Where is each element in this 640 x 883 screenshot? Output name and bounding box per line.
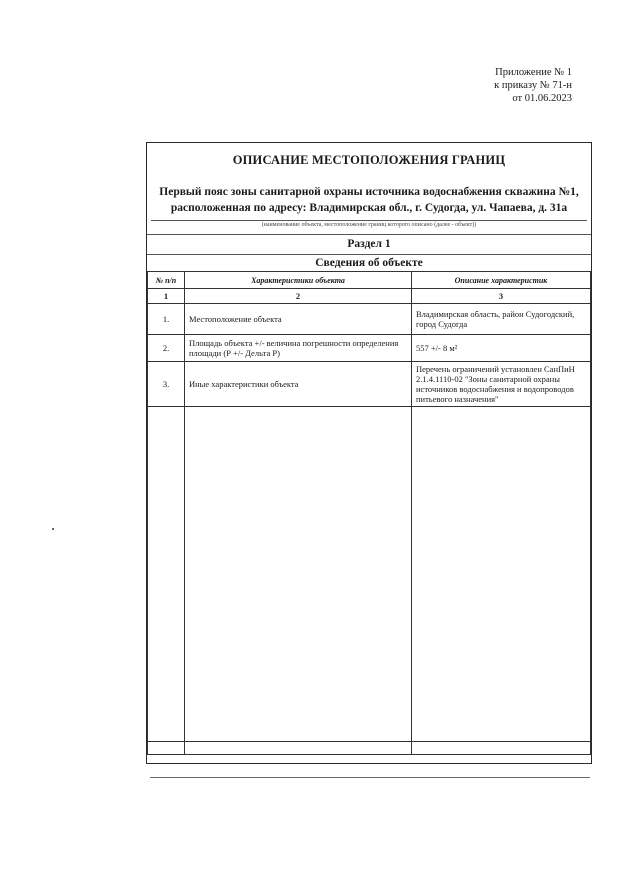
- empty-cell: [148, 407, 185, 742]
- object-note: (наименование объекта, местоположение границ которого описано (далее - объект)): [151, 220, 587, 228]
- section-title: Сведения об объекте: [147, 254, 591, 269]
- row-number: 2.: [148, 335, 185, 362]
- column-number: 3: [412, 289, 591, 304]
- empty-cell: [185, 407, 412, 742]
- column-number-row: [148, 289, 591, 304]
- document-title: ОПИСАНИЕ МЕСТОПОЛОЖЕНИЯ ГРАНИЦ: [232, 153, 506, 167]
- empty-cell: [185, 742, 412, 755]
- table-header-row: [148, 272, 591, 289]
- divider: [147, 234, 591, 235]
- empty-cell: [412, 407, 591, 742]
- row-characteristic: Иные характеристики объекта: [185, 362, 412, 407]
- header-description: Описание характеристик: [412, 272, 591, 289]
- empty-cell: [412, 742, 591, 755]
- empty-row: [148, 742, 591, 755]
- empty-row: [148, 407, 591, 742]
- document-frame: [146, 142, 592, 764]
- table-row: [148, 362, 591, 407]
- appendix-line-1: Приложение № 1: [495, 67, 572, 78]
- row-number: 3.: [148, 362, 185, 407]
- header-characteristics: Характеристики объекта: [185, 272, 412, 289]
- row-characteristic: Площадь объекта +/- величина погрешности определения площади (Р +/- Дельта Р): [185, 335, 412, 362]
- appendix-header: [494, 66, 572, 105]
- empty-cell: [148, 742, 185, 755]
- row-description: 557 +/- 8 м²: [412, 335, 591, 362]
- header-number: № п/п: [148, 272, 185, 289]
- row-characteristic: Местоположение объекта: [185, 304, 412, 335]
- bottom-divider: [150, 777, 590, 778]
- object-info-table: [147, 271, 591, 755]
- row-description: Перечень ограничений установлен СанПиН 2.1.4.1110-02 "Зоны санитарной охраны источников водоснабжения и водопроводов питьевого назначения": [412, 362, 591, 407]
- row-description: Владимирская область, район Судогодский, город Судогда: [412, 304, 591, 335]
- row-number: 1.: [148, 304, 185, 335]
- appendix-line-2: к приказу № 71-н: [494, 80, 572, 91]
- column-number: 1: [148, 289, 185, 304]
- document-subtitle: Первый пояс зоны санитарной охраны источника водоснабжения скважина №1, расположенная по адресу: Владимирская обл., г. Судогда, ул. Чапаева, д. 31а: [159, 186, 579, 214]
- table-row: [148, 304, 591, 335]
- section-heading: Раздел 1: [347, 238, 391, 250]
- scan-speck: [52, 528, 54, 530]
- appendix-line-3: от 01.06.2023: [512, 93, 572, 104]
- column-number: 2: [185, 289, 412, 304]
- table-row: [148, 335, 591, 362]
